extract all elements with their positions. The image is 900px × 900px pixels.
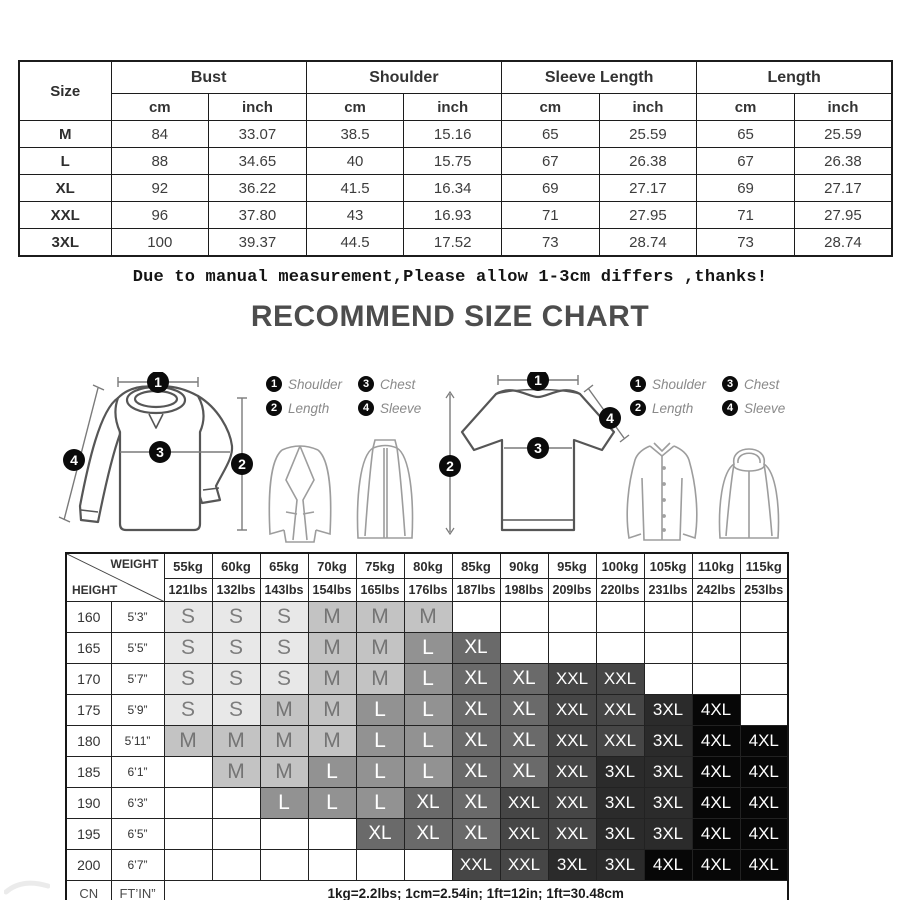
legend-item-length [266,400,358,416]
height-cm-cell: 165 [66,633,111,664]
size-label-cell: XL [19,175,111,202]
measure-value-cell: 73 [697,229,795,257]
size-cell-4xl: 4XL [740,819,788,850]
cn-unit-label: CN [66,881,111,900]
size-cell-xl: XL [452,664,500,695]
size-cell-3xl: 3XL [644,757,692,788]
kg-header-cell: 95kg [548,553,596,579]
size-cell-3xl: 3XL [596,819,644,850]
sweatshirt-collar-inner [135,391,177,407]
size-cell-s: S [164,633,212,664]
tshirt-measurement-illustration [438,372,638,548]
legend-badge: 3 [358,376,374,392]
measure-value-cell: 73 [502,229,600,257]
size-cell-3xl: 3XL [596,757,644,788]
size-cell-m: M [404,602,452,633]
size-cell-empty [596,602,644,633]
unit-header: inch [404,94,502,121]
legend-label: Length [288,400,330,416]
column-group-sleeve-length: Sleeve Length [502,61,697,94]
size-cell-empty [692,602,740,633]
size-cell-l: L [404,695,452,726]
height-ftin-cell: 5’11” [111,726,164,757]
lbs-header-cell: 242lbs [692,579,740,602]
measure-value-cell: 27.95 [794,202,892,229]
column-group-bust: Bust [111,61,306,94]
size-cell-empty [644,664,692,695]
size-cell-m: M [308,726,356,757]
size-cell-empty [212,788,260,819]
height-cm-cell: 170 [66,664,111,695]
size-cell-l: L [308,757,356,788]
size-cell-4xl: 4XL [692,757,740,788]
column-group-length: Length [697,61,892,94]
legend-label: Length [652,400,694,416]
height-row-175 [66,695,788,726]
size-cell-xxl: XXL [500,819,548,850]
size-cell-xxl: XXL [500,850,548,881]
legend-label: Shoulder [288,376,343,392]
size-cell-empty [692,664,740,695]
size-cell-empty [308,850,356,881]
measure-value-cell: 26.38 [794,148,892,175]
size-cell-m: M [212,757,260,788]
measure-value-cell: 37.80 [209,202,307,229]
size-cell-xxl: XXL [596,726,644,757]
size-cell-empty [164,757,212,788]
size-cell-xl: XL [452,633,500,664]
svg-text:3: 3 [534,440,542,456]
size-cell-s: S [212,602,260,633]
size-cell-4xl: 4XL [692,726,740,757]
size-cell-l: L [404,633,452,664]
size-cell-4xl: 4XL [740,726,788,757]
size-cell-4xl: 4XL [644,850,692,881]
weight-height-corner-cell [66,553,164,602]
height-row-165 [66,633,788,664]
height-cm-cell: 190 [66,788,111,819]
measure-value-cell: 16.34 [404,175,502,202]
size-cell-empty [164,788,212,819]
lbs-header-cell: 165lbs [356,579,404,602]
measure-value-cell: 69 [502,175,600,202]
kg-header-cell: 75kg [356,553,404,579]
legend-label: Shoulder [652,376,707,392]
size-cell-xl: XL [404,788,452,819]
recommend-size-chart-title: RECOMMEND SIZE CHART [250,300,650,333]
size-cell-m: M [356,633,404,664]
size-cell-empty [164,850,212,881]
measurement-table [18,60,893,257]
legend-label: Sleeve [380,400,422,416]
measure-value-cell: 100 [111,229,209,257]
lbs-header-cell: 154lbs [308,579,356,602]
size-cell-m: M [308,602,356,633]
lbs-header-cell: 143lbs [260,579,308,602]
measure-row-l [19,148,892,175]
weight-height-size-matrix [65,552,789,900]
ftin-unit-label: FT’IN” [111,881,164,900]
measure-value-cell: 17.52 [404,229,502,257]
height-cm-cell: 185 [66,757,111,788]
size-cell-m: M [356,664,404,695]
height-ftin-cell: 5’7” [111,664,164,695]
legend-badge: 2 [266,400,282,416]
svg-text:4: 4 [606,410,614,426]
height-cm-cell: 200 [66,850,111,881]
hoodie-icon [706,438,794,548]
size-cell-4xl: 4XL [740,788,788,819]
size-cell-3xl: 3XL [644,819,692,850]
size-cell-xxl: XXL [548,757,596,788]
size-cell-xxl: XXL [548,695,596,726]
size-cell-4xl: 4XL [692,695,740,726]
lbs-header-cell: 132lbs [212,579,260,602]
watermark-remnant [4,876,50,896]
size-cell-l: L [356,757,404,788]
measure-row-xl [19,175,892,202]
size-cell-m: M [308,695,356,726]
measure-value-cell: 69 [697,175,795,202]
legend-label: Chest [744,376,780,392]
measure-value-cell: 28.74 [599,229,697,257]
size-cell-xxl: XXL [548,664,596,695]
size-cell-l: L [404,757,452,788]
size-cell-xl: XL [452,788,500,819]
measure-row-xxl [19,202,892,229]
size-cell-empty [644,602,692,633]
size-cell-xxl: XXL [548,819,596,850]
measure-value-cell: 88 [111,148,209,175]
size-cell-4xl: 4XL [692,788,740,819]
measure-value-cell: 33.07 [209,121,307,148]
height-cm-cell: 175 [66,695,111,726]
measure-value-cell: 40 [306,148,404,175]
size-cell-m: M [260,726,308,757]
size-cell-l: L [356,788,404,819]
lbs-header-cell: 220lbs [596,579,644,602]
tshirt-body [462,390,614,530]
size-cell-empty [212,850,260,881]
size-corner-header: Size [19,61,111,121]
kg-header-cell: 105kg [644,553,692,579]
legend-item-chest [722,376,814,392]
lbs-header-cell: 231lbs [644,579,692,602]
sweatshirt-left-sleeve [80,398,120,522]
column-group-shoulder: Shoulder [306,61,501,94]
size-cell-xl: XL [404,819,452,850]
size-cell-empty [164,819,212,850]
measure-value-cell: 34.65 [209,148,307,175]
legend-item-shoulder [630,376,722,392]
measure-value-cell: 43 [306,202,404,229]
legend-badge: 1 [266,376,282,392]
legend-label: Chest [380,376,416,392]
size-cell-l: L [404,664,452,695]
blazer-icon [260,438,340,548]
measure-value-cell: 27.17 [599,175,697,202]
kg-header-cell: 60kg [212,553,260,579]
measure-value-cell: 67 [697,148,795,175]
measure-value-cell: 38.5 [306,121,404,148]
measure-value-cell: 15.75 [404,148,502,175]
size-cell-xl: XL [452,726,500,757]
size-cell-m: M [356,602,404,633]
lbs-header-cell: 198lbs [500,579,548,602]
size-cell-empty [404,850,452,881]
lbs-header-cell: 209lbs [548,579,596,602]
size-cell-xl: XL [500,695,548,726]
unit-header: inch [794,94,892,121]
measure-value-cell: 15.16 [404,121,502,148]
kg-header-cell: 90kg [500,553,548,579]
size-cell-m: M [212,726,260,757]
measure-value-cell: 92 [111,175,209,202]
kg-header-cell: 70kg [308,553,356,579]
measure-value-cell: 71 [502,202,600,229]
lbs-header-cell: 121lbs [164,579,212,602]
height-row-190 [66,788,788,819]
svg-text:2: 2 [446,458,454,474]
height-row-185 [66,757,788,788]
size-cell-xxl: XXL [548,726,596,757]
height-axis-label: HEIGHT [72,583,118,597]
unit-header: cm [697,94,795,121]
lbs-header-cell: 187lbs [452,579,500,602]
size-cell-empty [740,664,788,695]
size-cell-m: M [260,757,308,788]
matrix-footer-row [66,881,788,900]
kg-header-cell: 115kg [740,553,788,579]
size-cell-s: S [212,664,260,695]
height-cm-cell: 195 [66,819,111,850]
measure-value-cell: 67 [502,148,600,175]
size-cell-3xl: 3XL [644,726,692,757]
measure-value-cell: 27.17 [794,175,892,202]
size-cell-empty [740,633,788,664]
size-cell-4xl: 4XL [740,850,788,881]
size-cell-xxl: XXL [500,788,548,819]
size-cell-empty [260,850,308,881]
height-row-160 [66,602,788,633]
size-cell-xl: XL [500,757,548,788]
measure-value-cell: 25.59 [599,121,697,148]
height-cm-cell: 160 [66,602,111,633]
legend-badge: 4 [358,400,374,416]
height-ftin-cell: 6’7” [111,850,164,881]
kg-header-cell: 80kg [404,553,452,579]
size-cell-xl: XL [356,819,404,850]
kg-header-cell: 110kg [692,553,740,579]
size-cell-4xl: 4XL [692,819,740,850]
size-cell-3xl: 3XL [644,788,692,819]
unit-header: inch [209,94,307,121]
legend-item-length [630,400,722,416]
shirt-icon [620,438,704,548]
size-cell-empty [260,819,308,850]
legend-badge: 2 [630,400,646,416]
size-cell-l: L [356,695,404,726]
size-cell-3xl: 3XL [596,788,644,819]
height-ftin-cell: 6’3” [111,788,164,819]
size-cell-3xl: 3XL [596,850,644,881]
size-cell-empty [596,633,644,664]
size-cell-l: L [308,788,356,819]
size-label-cell: 3XL [19,229,111,257]
size-cell-s: S [212,695,260,726]
size-cell-xl: XL [500,726,548,757]
unit-header: cm [502,94,600,121]
lbs-header-cell: 176lbs [404,579,452,602]
measure-value-cell: 41.5 [306,175,404,202]
size-cell-empty [692,633,740,664]
svg-text:1: 1 [534,372,542,388]
size-cell-xxl: XXL [452,850,500,881]
measure-value-cell: 26.38 [599,148,697,175]
size-cell-empty [212,819,260,850]
height-cm-cell: 180 [66,726,111,757]
size-cell-empty [740,695,788,726]
legend-item-chest [358,376,450,392]
legend-badge: 3 [722,376,738,392]
size-cell-s: S [164,602,212,633]
height-ftin-cell: 5’9” [111,695,164,726]
size-cell-m: M [308,633,356,664]
weight-axis-label: WEIGHT [110,557,159,571]
conversion-note: 1kg=2.2lbs; 1cm=2.54in; 1ft=12in; 1ft=30.48cm [164,881,788,900]
measure-value-cell: 39.37 [209,229,307,257]
unit-header: inch [599,94,697,121]
kg-header-cell: 65kg [260,553,308,579]
size-cell-empty [308,819,356,850]
size-cell-4xl: 4XL [692,850,740,881]
height-ftin-cell: 5’5” [111,633,164,664]
size-cell-empty [500,602,548,633]
size-cell-empty [644,633,692,664]
size-cell-xl: XL [452,819,500,850]
measure-legend-right [630,372,814,420]
measure-value-cell: 96 [111,202,209,229]
measurement-note: Due to manual measurement,Please allow 1-3cm differs ,thanks! [132,268,768,287]
size-cell-empty [356,850,404,881]
size-cell-s: S [164,695,212,726]
kg-header-cell: 55kg [164,553,212,579]
svg-text:1: 1 [154,374,162,390]
measure-value-cell: 36.22 [209,175,307,202]
measure-value-cell: 28.74 [794,229,892,257]
size-cell-empty [548,633,596,664]
size-cell-s: S [260,664,308,695]
height-ftin-cell: 6’5” [111,819,164,850]
measure-row-3xl [19,229,892,257]
jacket-icon [342,438,428,548]
size-cell-xxl: XXL [596,695,644,726]
measure-value-cell: 71 [697,202,795,229]
size-cell-empty [500,633,548,664]
measure-value-cell: 44.5 [306,229,404,257]
measure-value-cell: 84 [111,121,209,148]
legend-item-shoulder [266,376,358,392]
size-cell-m: M [260,695,308,726]
size-cell-l: L [260,788,308,819]
measure-row-m [19,121,892,148]
measure-value-cell: 25.59 [794,121,892,148]
size-cell-xl: XL [452,757,500,788]
height-ftin-cell: 6’1” [111,757,164,788]
measure-value-cell: 65 [502,121,600,148]
size-cell-xxl: XXL [548,788,596,819]
svg-text:2: 2 [238,456,246,472]
size-cell-3xl: 3XL [644,695,692,726]
measure-value-cell: 16.93 [404,202,502,229]
size-cell-l: L [404,726,452,757]
unit-header: cm [306,94,404,121]
lbs-header-cell: 253lbs [740,579,788,602]
svg-text:3: 3 [156,444,164,460]
height-row-200 [66,850,788,881]
kg-header-cell: 85kg [452,553,500,579]
size-cell-m: M [164,726,212,757]
legend-label: Sleeve [744,400,786,416]
size-cell-xxl: XXL [596,664,644,695]
size-cell-empty [548,602,596,633]
size-cell-s: S [260,633,308,664]
measure-value-cell: 65 [697,121,795,148]
size-cell-xl: XL [500,664,548,695]
kg-header-cell: 100kg [596,553,644,579]
size-cell-empty [740,602,788,633]
size-label-cell: L [19,148,111,175]
height-row-170 [66,664,788,695]
unit-header: cm [111,94,209,121]
legend-badge: 4 [722,400,738,416]
svg-text:4: 4 [70,452,78,468]
size-cell-empty [452,602,500,633]
size-cell-4xl: 4XL [740,757,788,788]
size-cell-xl: XL [452,695,500,726]
height-ftin-cell: 5’3” [111,602,164,633]
sweatshirt-measurement-illustration [52,372,260,548]
size-label-cell: XXL [19,202,111,229]
size-cell-s: S [212,633,260,664]
legend-badge: 1 [630,376,646,392]
size-cell-l: L [356,726,404,757]
size-cell-s: S [164,664,212,695]
legend-item-sleeve [722,400,814,416]
size-cell-m: M [308,664,356,695]
size-cell-3xl: 3XL [548,850,596,881]
size-label-cell: M [19,121,111,148]
measure-value-cell: 27.95 [599,202,697,229]
size-cell-s: S [260,602,308,633]
measure-legend-left [266,372,450,420]
height-row-180 [66,726,788,757]
legend-item-sleeve [358,400,450,416]
height-row-195 [66,819,788,850]
